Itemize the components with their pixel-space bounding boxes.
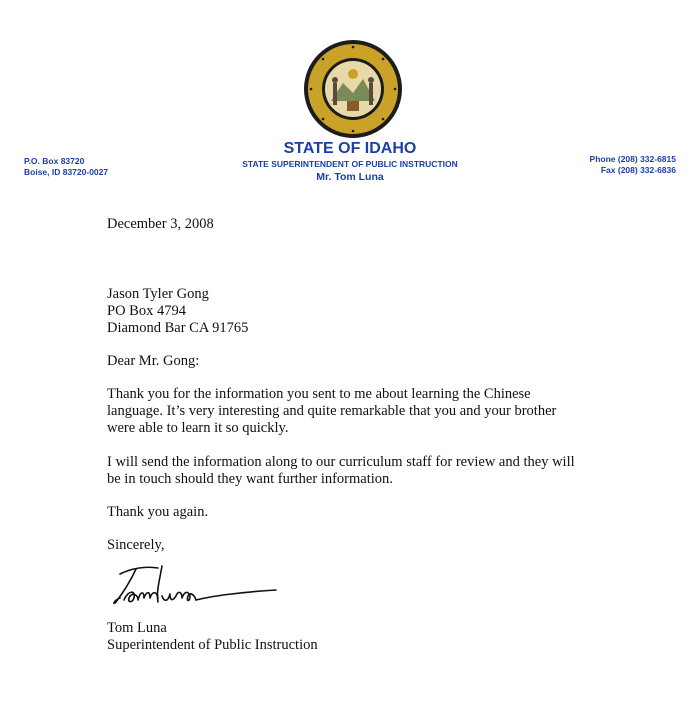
closing: Sincerely, [107,537,165,553]
letterhead-phone: Phone (208) 332-6815 [589,154,676,164]
paragraph-1-line-1: Thank you for the information you sent to me about learning the Chinese [107,386,531,402]
letterhead-fax: Fax (208) 332-6836 [600,165,676,175]
recipient-name: Jason Tyler Gong [107,286,209,302]
signer-title: Superintendent of Public Instruction [107,637,318,653]
paragraph-3: Thank you again. [107,504,209,520]
letterhead-department: STATE SUPERINTENDENT OF PUBLIC INSTRUCTION [242,159,458,169]
paragraph-2-line-2: be in touch should they want further information. [107,471,393,487]
state-seal-icon [303,39,403,139]
letterhead-official: Mr. Tom Luna [316,171,384,183]
signature-icon [102,556,282,616]
paragraph-2-line-1: I will send the information along to our curriculum staff for review and they will [107,454,575,470]
letterhead-address-line1: P.O. Box 83720 [24,156,85,166]
recipient-address-line1: PO Box 4794 [107,303,186,319]
salutation: Dear Mr. Gong: [107,353,200,369]
letterhead-state-name: STATE OF IDAHO [283,140,417,157]
paragraph-1-line-2: language. It’s very interesting and quite remarkable that you and your brother [107,403,557,419]
letterhead-address-line2: Boise, ID 83720-0027 [24,167,109,177]
recipient-address-line2: Diamond Bar CA 91765 [107,320,249,336]
signer-name: Tom Luna [107,620,167,636]
paragraph-1-line-3: were able to learn it so quickly. [107,420,289,436]
letter-date: December 3, 2008 [107,216,214,232]
